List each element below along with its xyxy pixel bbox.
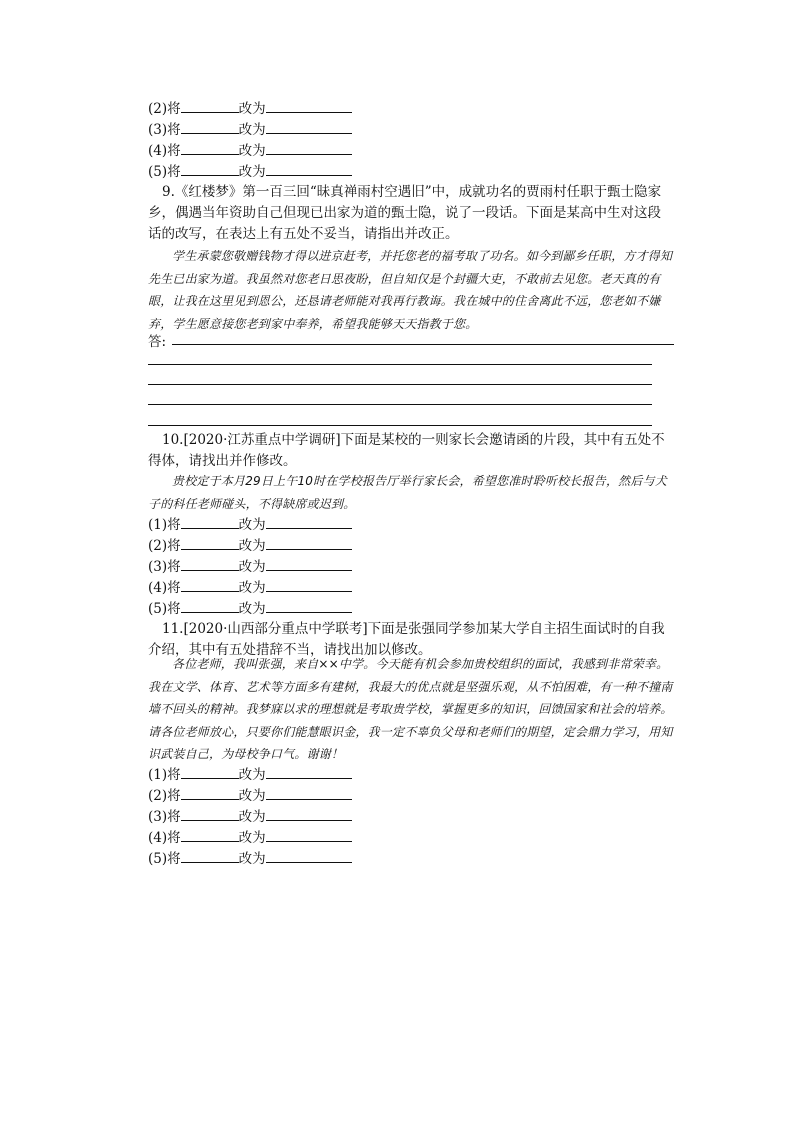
fill-row: [148, 119, 352, 140]
row-gaiwei: 改为: [238, 788, 266, 804]
fill-row: [148, 98, 352, 119]
original-blank[interactable]: [181, 98, 239, 113]
revised-blank[interactable]: [266, 806, 352, 821]
fill-row: [148, 140, 352, 161]
row-gaiwei: 改为: [238, 830, 266, 846]
row-number: (5): [148, 601, 168, 617]
revised-blank[interactable]: [266, 140, 352, 155]
original-blank[interactable]: [181, 577, 239, 592]
fill-row: [148, 514, 352, 535]
row-gaiwei: 改为: [238, 851, 266, 867]
row-gaiwei: 改为: [238, 580, 266, 596]
fill-row: [148, 764, 352, 785]
row-gaiwei: 改为: [238, 101, 266, 117]
revised-blank[interactable]: [266, 514, 352, 529]
row-jiang: 将: [167, 809, 181, 825]
row-jiang: 将: [167, 580, 181, 596]
answer-line[interactable]: [172, 344, 674, 345]
original-blank[interactable]: [181, 806, 239, 821]
revised-blank[interactable]: [266, 598, 352, 613]
original-blank[interactable]: [181, 535, 239, 550]
row-gaiwei: 改为: [238, 122, 266, 138]
row-gaiwei: 改为: [238, 143, 266, 159]
row-gaiwei: 改为: [238, 809, 266, 825]
row-number: (4): [148, 830, 168, 846]
row-gaiwei: 改为: [238, 538, 266, 554]
fill-row: [148, 577, 352, 598]
original-blank[interactable]: [181, 785, 239, 800]
fill-row: [148, 848, 352, 869]
row-number: (3): [148, 559, 168, 575]
row-jiang: 将: [167, 122, 181, 138]
fill-row: [148, 806, 352, 827]
row-jiang: 将: [167, 538, 181, 554]
fill-row: [148, 556, 352, 577]
original-blank[interactable]: [181, 161, 239, 176]
revised-blank[interactable]: [266, 577, 352, 592]
revised-blank[interactable]: [266, 98, 352, 113]
revised-blank[interactable]: [266, 556, 352, 571]
original-blank[interactable]: [181, 514, 239, 529]
answer-line[interactable]: [148, 364, 652, 365]
original-blank[interactable]: [181, 764, 239, 779]
row-number: (3): [148, 809, 168, 825]
q11-prompt: 11.[2020·山西部分重点中学联考]下面是张强同学参加某大学自主招生面试时的自我介绍，其中有五处措辞不当，请找出加以修改。: [148, 621, 665, 658]
original-blank[interactable]: [181, 119, 239, 134]
row-number: (2): [148, 538, 168, 554]
row-jiang: 将: [167, 830, 181, 846]
revised-blank[interactable]: [266, 119, 352, 134]
row-number: (1): [148, 517, 168, 533]
revised-blank[interactable]: [266, 827, 352, 842]
revised-blank[interactable]: [266, 764, 352, 779]
row-number: (3): [148, 122, 168, 138]
fill-row: [148, 598, 352, 619]
row-number: (1): [148, 767, 168, 783]
row-number: (5): [148, 851, 168, 867]
original-blank[interactable]: [181, 827, 239, 842]
original-blank[interactable]: [181, 848, 239, 863]
row-number: (5): [148, 164, 168, 180]
q10-prompt: 10.[2020·江苏重点中学调研]下面是某校的一则家长会邀请函的片段，其中有五处不得体，请找出并作修改。: [148, 432, 665, 469]
row-jiang: 将: [167, 517, 181, 533]
row-gaiwei: 改为: [238, 601, 266, 617]
row-gaiwei: 改为: [238, 767, 266, 783]
revised-blank[interactable]: [266, 535, 352, 550]
q9-prompt: 9.《红楼梦》第一百三回“昧真禅雨村空遇旧”中，成就功名的贾雨村任职于甄士隐家乡，偶遇当年资助自己但现已出家为道的甄士隐，说了一段话。下面是某高中生对这段话的改写，在表达上有五处不妥当，请指出并改正。: [148, 184, 662, 242]
revised-blank[interactable]: [266, 848, 352, 863]
fill-row: [148, 827, 352, 848]
fill-row: [148, 535, 352, 556]
row-jiang: 将: [167, 767, 181, 783]
row-gaiwei: 改为: [238, 517, 266, 533]
row-jiang: 将: [167, 788, 181, 804]
row-jiang: 将: [167, 164, 181, 180]
row-jiang: 将: [167, 101, 181, 117]
answer-line[interactable]: [148, 404, 652, 405]
answer-line[interactable]: [148, 384, 652, 385]
answer-line[interactable]: [148, 425, 652, 426]
original-blank[interactable]: [181, 598, 239, 613]
original-blank[interactable]: [181, 140, 239, 155]
q11-passage: 各位老师，我叫张强，来自××中学。今天能有机会参加贵校组织的面试，我感到非常荣幸。我在文学、体育、艺术等方面多有建树，我最大的优点就是坚强乐观，从不怕困难，有一种不撞南墙不回头的精神。我梦寐以求的理想就是考取贵学校，掌握更多的知识，回馈国家和社会的培养。请各位老师放心，只要你们能慧眼识金，我一定不辜负父母和老师们的期望，定会鼎力学习，用知识武装自己，为母校争口气。谢谢！: [148, 657, 673, 761]
fill-row: [148, 785, 352, 806]
row-number: (2): [148, 101, 168, 117]
q9-answer-label: 答:: [148, 334, 167, 350]
q9-passage: 学生承蒙您敬赠钱物才得以进京赶考，并托您老的福考取了功名。如今到鄙乡任职，方才得知先生已出家为道。我虽然对您老日思夜盼，但自知仅是个封疆大吏，不敢前去见您。老天真的有眼，让我在这里见到恩公，还恳请老师能对我再行教诲。我在城中的住舍离此不远，您老如不嫌弃，学生愿意接您老到家中奉养，希望我能够天天指教于您。: [148, 249, 673, 331]
revised-blank[interactable]: [266, 785, 352, 800]
row-jiang: 将: [167, 851, 181, 867]
q10-passage: 贵校定于本月29日上午10时在学校报告厅举行家长会，希望您准时聆听校长报告，然后与犬子的科任老师碰头，不得缺席或迟到。: [148, 474, 667, 511]
row-number: (2): [148, 788, 168, 804]
row-jiang: 将: [167, 143, 181, 159]
fill-row: [148, 161, 352, 182]
original-blank[interactable]: [181, 556, 239, 571]
row-gaiwei: 改为: [238, 164, 266, 180]
revised-blank[interactable]: [266, 161, 352, 176]
row-jiang: 将: [167, 601, 181, 617]
row-number: (4): [148, 143, 168, 159]
row-gaiwei: 改为: [238, 559, 266, 575]
row-number: (4): [148, 580, 168, 596]
row-jiang: 将: [167, 559, 181, 575]
